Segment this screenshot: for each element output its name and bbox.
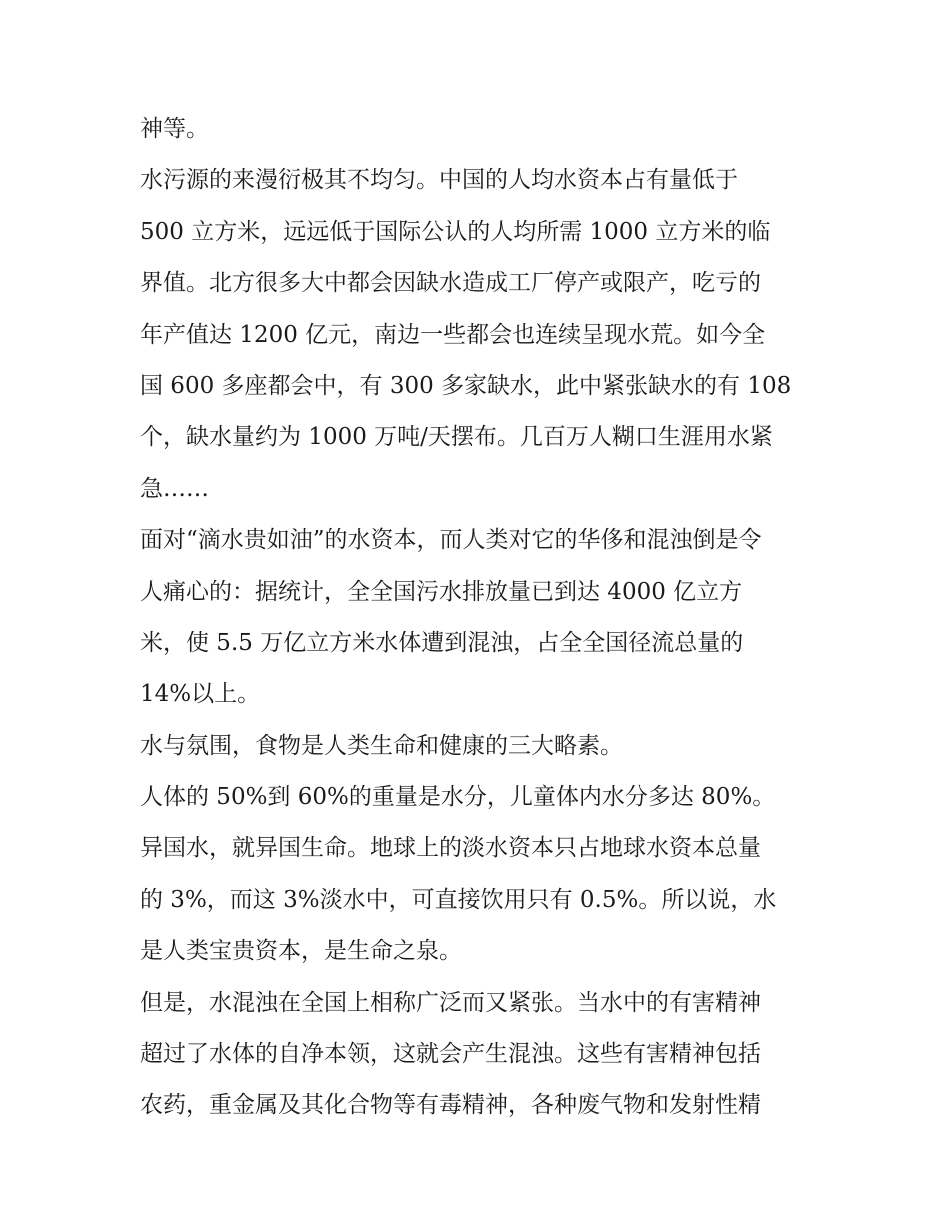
text-line: 人痛心的：据统计，全全国污水排放量已到达 4000 亿立方 bbox=[140, 578, 743, 605]
text-line: 米，使 5.5 万亿立方米水体遭到混浊，占全全国径流总量的 bbox=[140, 629, 744, 656]
text-line: 神等。 bbox=[140, 116, 209, 142]
text-line: 国 600 多座都会中，有 300 多家缺水，此中紧张缺水的有 108 bbox=[140, 372, 792, 399]
text-line: 面对“滴水贵如油”的水资本，而人类对它的华侈和混浊倒是令 bbox=[140, 527, 762, 554]
document-body bbox=[140, 104, 820, 1132]
text-line: 但是，水混浊在全国上相称广泛而又紧张。当水中的有害精神 bbox=[140, 989, 761, 1016]
text-line: 超过了水体的自净本领，这就会产生混浊。这些有害精神包括 bbox=[140, 1041, 761, 1068]
text-line: 水污源的来漫衍极其不均匀。中国的人均水资本占有量低于 bbox=[140, 167, 738, 194]
text-line: 是人类宝贵资本，是生命之泉。 bbox=[140, 938, 462, 965]
text-line: 年产值达 1200 亿元，南边一些都会也连续呈现水荒。如今全 bbox=[140, 321, 766, 348]
text-line: 异国水，就异国生命。地球上的淡水资本只占地球水资本总量 bbox=[140, 835, 761, 862]
text-line: 农药，重金属及其化合物等有毒精神，各种废气物和发射性精 bbox=[140, 1092, 761, 1119]
text-line: 的 3%，而这 3%淡水中，可直接饮用只有 0.5%。所以说，水 bbox=[140, 886, 777, 913]
text-line: 界值。北方很多大中都会因缺水造成工厂停产或限产，吃亏的 bbox=[140, 270, 761, 297]
text-line: 水与氛围，食物是人类生命和健康的三大略素。 bbox=[140, 732, 623, 759]
text-line: 14%以上。 bbox=[140, 681, 261, 708]
text-line: 人体的 50%到 60%的重量是水分，儿童体内水分多达 80%。 bbox=[140, 784, 776, 811]
text-line: 500 立方米，远远低于国际公认的人均所需 1000 立方米的临 bbox=[140, 218, 771, 245]
text-line: 个，缺水量约为 1000 万吨/天摆布。几百万人糊口生涯用水紧 bbox=[140, 424, 773, 451]
text-line: 急…… bbox=[140, 475, 209, 502]
